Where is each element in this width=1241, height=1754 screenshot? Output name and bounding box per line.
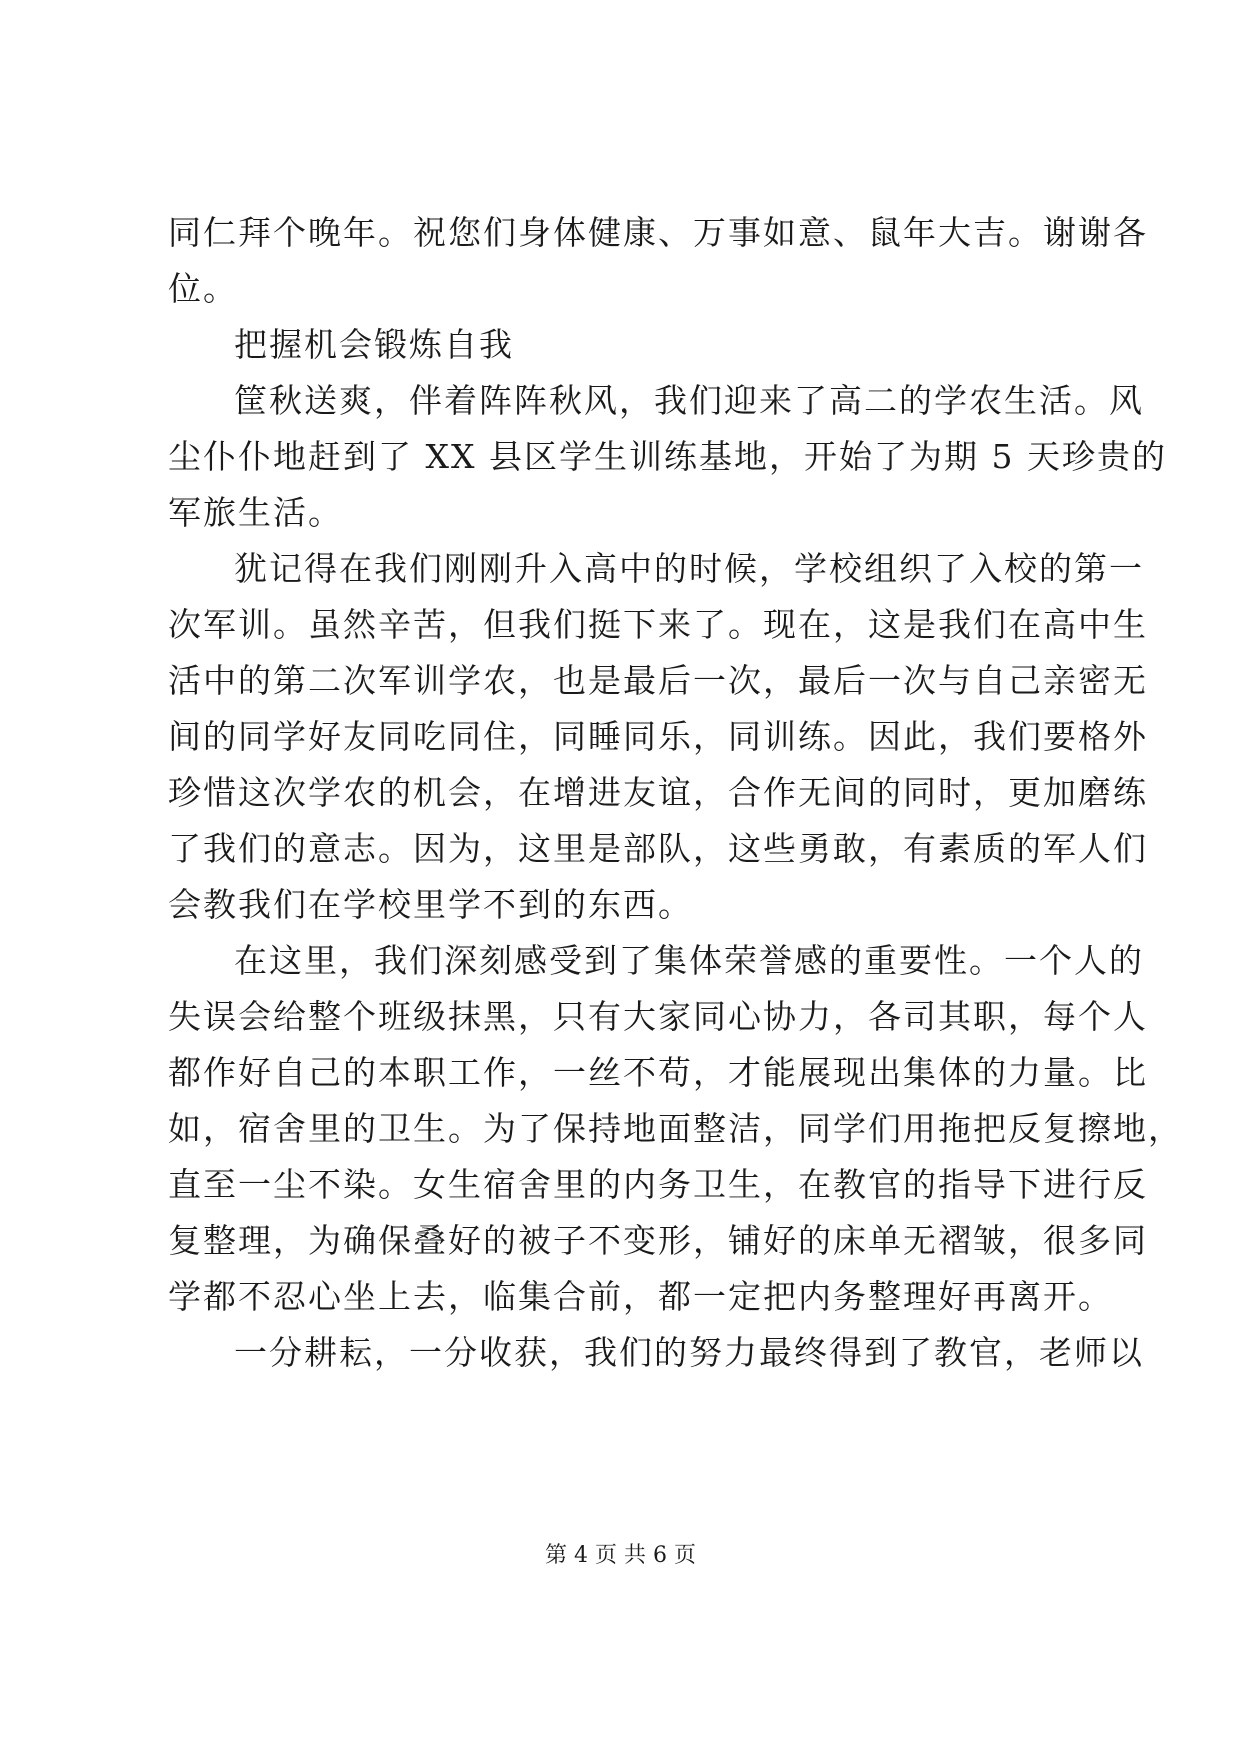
text-line: 如，宿舍里的卫生。为了保持地面整洁，同学们用拖把反复擦地， (168, 1109, 1183, 1148)
text-line: 筐秋送爽，伴着阵阵秋风，我们迎来了高二的学农生活。风 (234, 381, 1144, 420)
text-line: 一分耕耘，一分收获，我们的努力最终得到了教官，老师以 (234, 1333, 1144, 1372)
text-line: 尘仆仆地赶到了 XX 县区学生训练基地，开始了为期 5 天珍贵的 (168, 437, 1167, 476)
text-line: 会教我们在学校里学不到的东西。 (168, 885, 693, 924)
text-line: 失误会给整个班级抹黑，只有大家同心协力，各司其职，每个人 (168, 997, 1148, 1036)
text-line: 军旅生活。 (168, 493, 343, 532)
text-line: 次军训。虽然辛苦，但我们挺下来了。现在，这是我们在高中生 (168, 605, 1148, 644)
text-line: 复整理，为确保叠好的被子不变形，铺好的床单无褶皱，很多同 (168, 1221, 1148, 1260)
text-line: 珍惜这次学农的机会，在增进友谊，合作无间的同时，更加磨练 (168, 773, 1148, 812)
text-line: 都作好自己的本职工作，一丝不苟，才能展现出集体的力量。比 (168, 1053, 1148, 1092)
text-line: 活中的第二次军训学农，也是最后一次，最后一次与自己亲密无 (168, 661, 1148, 700)
section-title: 把握机会锻炼自我 (234, 325, 514, 364)
text-line: 间的同学好友同吃同住，同睡同乐，同训练。因此，我们要格外 (168, 717, 1148, 756)
text-line: 犹记得在我们刚刚升入高中的时候，学校组织了入校的第一 (234, 549, 1144, 588)
text-line: 位。 (168, 269, 238, 308)
page-footer: 第 4 页 共 6 页 (545, 1543, 696, 1568)
text-line: 在这里，我们深刻感受到了集体荣誉感的重要性。一个人的 (234, 941, 1144, 980)
text-line: 直至一尘不染。女生宿舍里的内务卫生，在教官的指导下进行反 (168, 1165, 1148, 1204)
text-line: 学都不忍心坐上去，临集合前，都一定把内务整理好再离开。 (168, 1277, 1113, 1316)
text-line: 了我们的意志。因为，这里是部队，这些勇敢，有素质的军人们 (168, 829, 1148, 868)
text-line: 同仁拜个晚年。祝您们身体健康、万事如意、鼠年大吉。谢谢各 (168, 213, 1148, 252)
